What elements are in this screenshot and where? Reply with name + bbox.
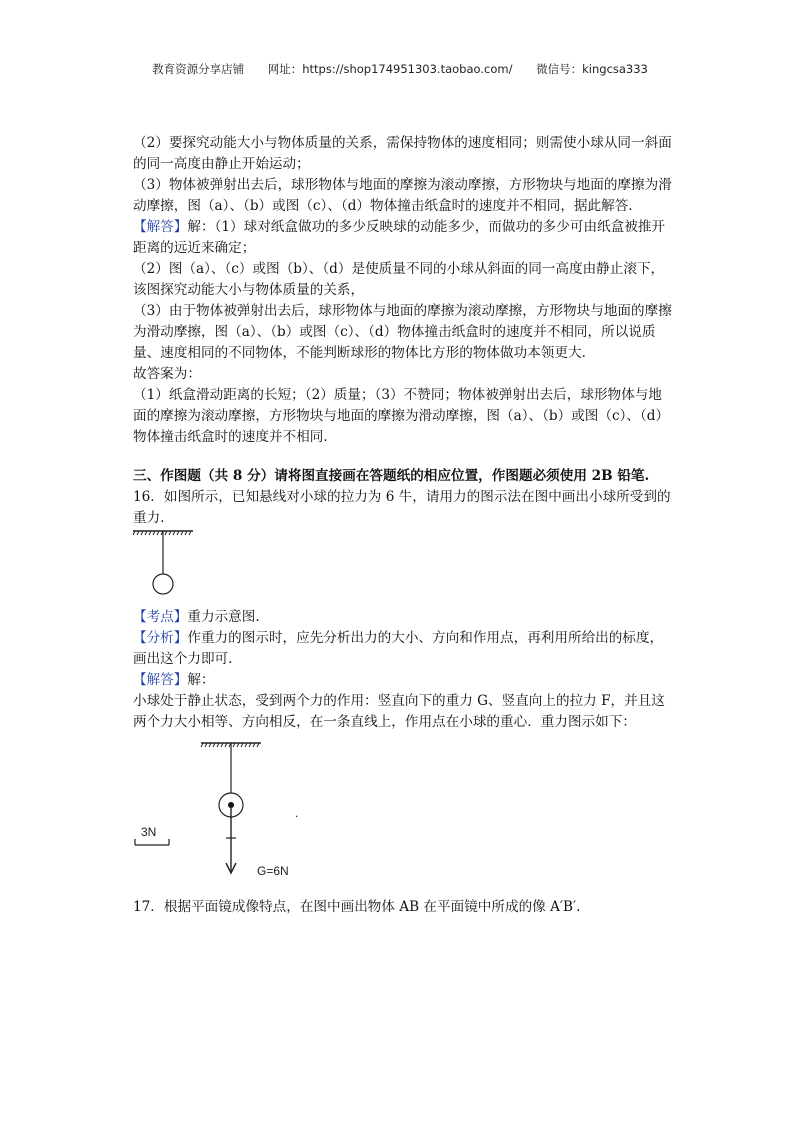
q16-jieda (133, 670, 673, 691)
fenxi-tag: 【分析】 (133, 630, 188, 646)
answer15-p1 (133, 217, 673, 259)
q16-question: 16．如图所示，已知悬线对小球的拉力为 6 牛，请用力的图示法在图中画出小球所受到的重力. (133, 489, 671, 526)
force-label: G=6N (257, 864, 289, 878)
section3-title: 三、作图题（共 8 分）请将图直接画在答题纸的相应位置，作图题必须使用 2B 铅笔. (133, 468, 650, 484)
q16-fenxi (133, 628, 673, 670)
jieda-text: 解： (187, 672, 215, 688)
answer15-p2: （2）图（a）、（c）或图（b）、（d）是使质量不同的小球从斜面的同一高度由静止滚下，该图探究动能大小与物体质量的关系， (133, 261, 665, 298)
header-url: 网址：https://shop174951303.taobao.com/ (267, 62, 513, 76)
kaodian-text: 重力示意图. (187, 609, 260, 625)
answer15-p4: 故答案为： (133, 366, 201, 382)
q16-kaodian (133, 607, 673, 628)
document-body (133, 133, 673, 918)
kaodian-tag: 【考点】 (133, 609, 188, 625)
q17-question: 17．根据平面镜成像特点，在图中画出物体 AB 在平面镜中所成的像 A′B′. (133, 899, 581, 915)
jieda-tag: 【解答】 (133, 672, 188, 688)
scale-bar (135, 839, 169, 845)
answer15-p1-text: 解：（1）球对纸盒做功的多少反映球的动能多少，而做功的多少可由纸盒被推开距离的远近来确定； (133, 219, 666, 256)
q16-figure-answer (133, 739, 333, 879)
answer15-tag: 【解答】 (133, 219, 188, 235)
q16-body: 小球处于静止状态，受到两个力的作用：竖直向下的重力 G、竖直向上的拉力 F，并且这两个力大小相等、方向相反，在一条直线上，作用点在小球的重心．重力图示如下： (133, 693, 665, 730)
analysis-p3: （3）物体被弹射出去后，球形物体与地面的摩擦为滚动摩擦，方形物块与地面的摩擦为滑动摩擦，图（a）、（b）或图（c）、（d）物体撞击纸盒时的速度并不相同，据此解答. (133, 177, 672, 214)
analysis-p2: （2）要探究动能大小与物体质量的关系，需保持物体的速度相同；则需使小球从同一斜面的同一高度由静止开始运动； (133, 135, 672, 172)
fenxi-text: 作重力的图示时，应先分析出力的大小、方向和作用点，再利用所给出的标度，画出这个力即可. (133, 630, 664, 667)
answer15-p5: （1）纸盒滑动距离的长短；（2）质量；（3）不赞同；物体被弹射出去后，球形物体与地面的摩擦为滚动摩擦，方形物块与地面的摩擦为滑动摩擦，图（a）、（b）或图（c）、（d）物体撞击纸盒时的速度并不相同. (133, 387, 670, 445)
page-header (0, 61, 800, 77)
scale-label: 3N (141, 825, 157, 839)
ball (153, 574, 173, 594)
q16-figure-question (133, 529, 213, 607)
header-shop: 教育资源分享店铺 (152, 62, 245, 76)
answer15-p3: （3）由于物体被弹射出去后，球形物体与地面的摩擦为滚动摩擦，方形物块与地面的摩擦为滑动摩擦，图（a）、（b）或图（c）、（d）物体撞击纸盒时的速度并不相同，所以说质量、速度相同的不同物体，不能判断球形的物体比方形的物体做功本领更大. (133, 303, 672, 361)
header-wechat: 微信号：kingcsa333 (536, 62, 648, 76)
trailing-period: . (295, 806, 299, 820)
